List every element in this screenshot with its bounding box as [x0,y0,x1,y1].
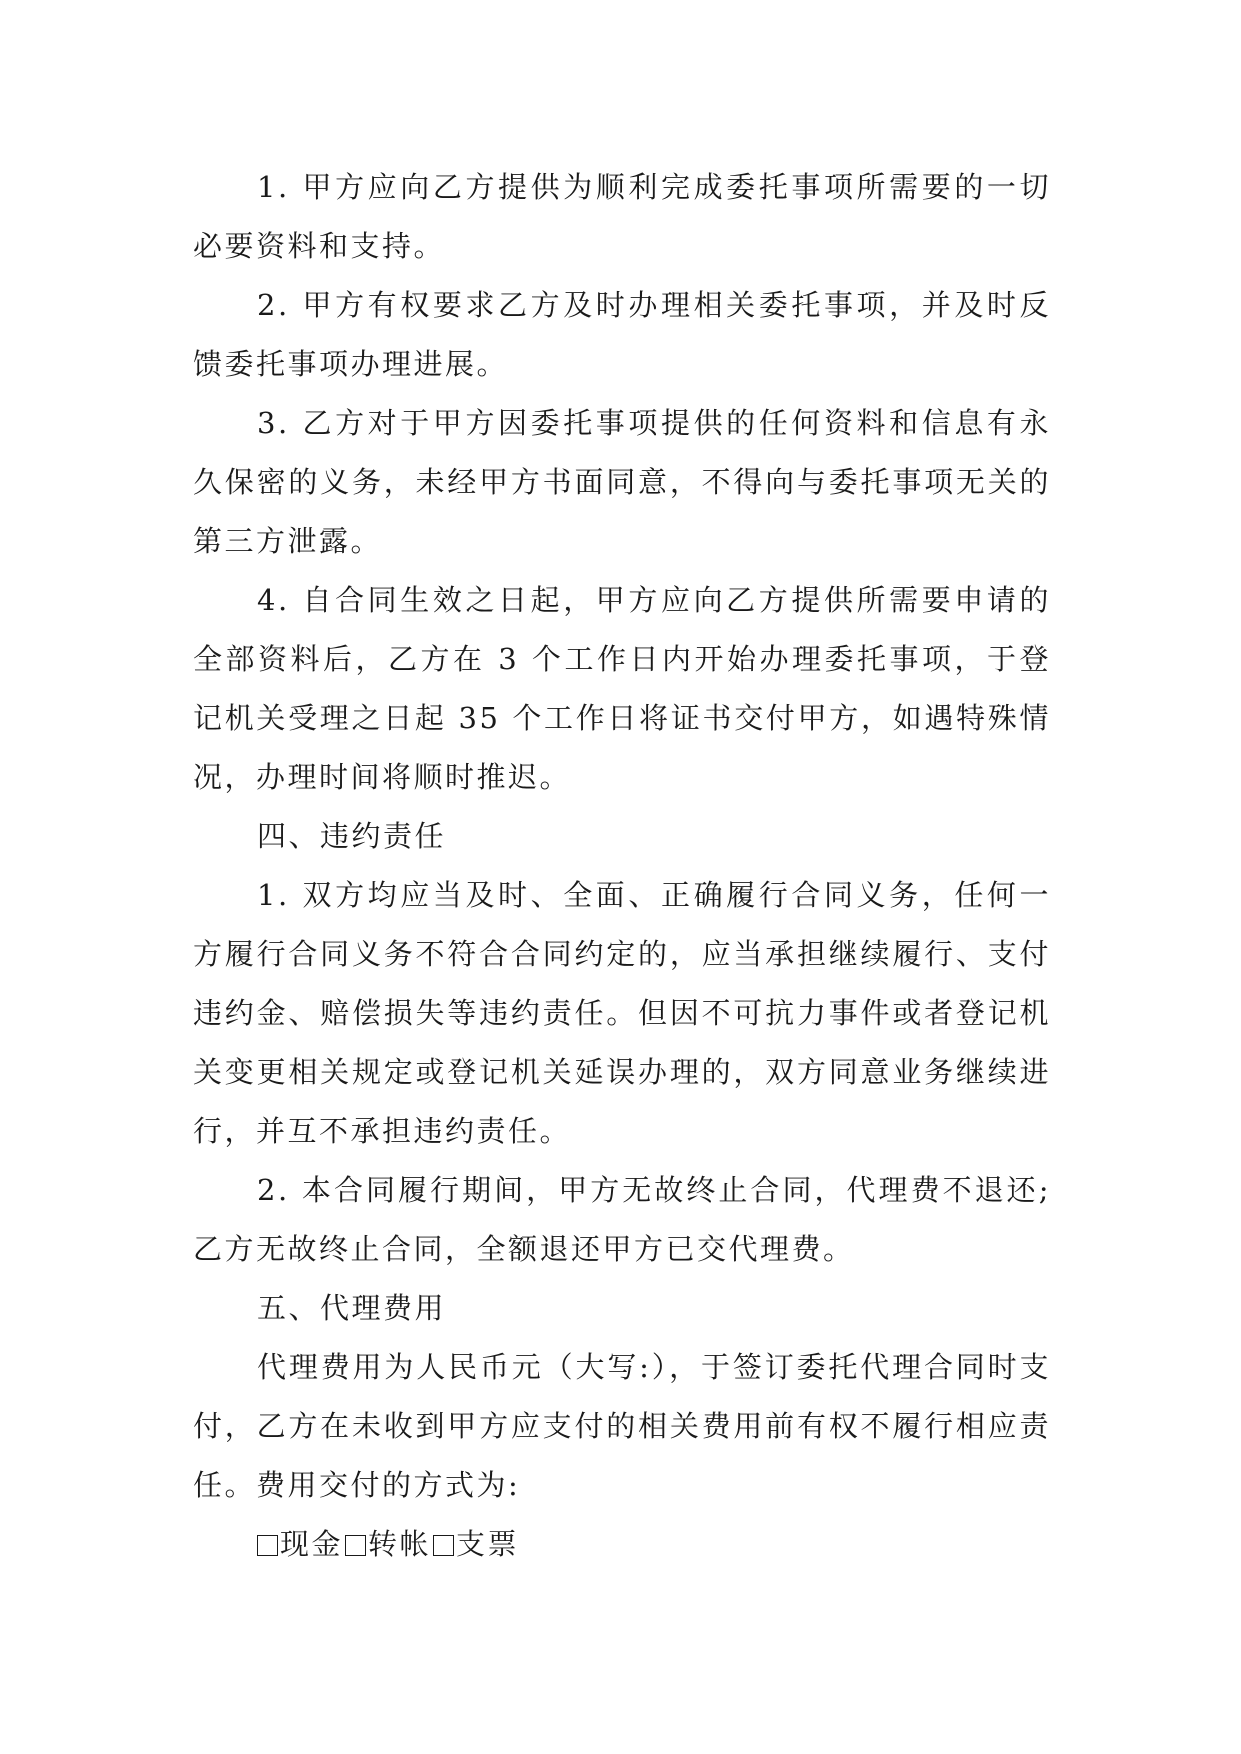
liability-item-1: 1. 双方均应当及时、全面、正确履行合同义务，任何一方履行合同义务不符合合同约定的，应当承担继续履行、支付违约金、赔偿损失等违约责任。但因不可抗力事件或者登记机关变更相关规定或登记机关延误办理的，双方同意业务继续进行，并互不承担违约责任。 [193,878,1051,1148]
obligation-item-1: 1. 甲方应向乙方提供为顺利完成委托事项所需要的一切必要资料和支持。 [193,170,1051,263]
payment-option-transfer: 转帐 [368,1527,432,1561]
checkbox-cash-icon[interactable] [257,1535,278,1556]
obligation-item-4: 4. 自合同生效之日起，甲方应向乙方提供所需要申请的全部资料后，乙方在 3 个工作日内开始办理委托事项，于登记机关受理之日起 35 个工作日将证书交付甲方，如遇特殊情况，办理时间将顺时推迟。 [193,583,1051,794]
checkbox-check-icon[interactable] [433,1535,454,1556]
liability-item-2: 2. 本合同履行期间，甲方无故终止合同，代理费不退还;乙方无故终止合同，全额退还甲方已交代理费。 [193,1173,1051,1266]
obligation-item-3: 3. 乙方对于甲方因委托事项提供的任何资料和信息有永久保密的义务，未经甲方书面同意，不得向与委托事项无关的第三方泄露。 [193,406,1051,558]
section-heading-fees: 五、代理费用 [257,1291,447,1325]
section-heading-liability: 四、违约责任 [257,819,447,853]
obligation-item-2: 2. 甲方有权要求乙方及时办理相关委托事项，并及时反馈委托事项办理进展。 [193,288,1051,381]
payment-option-check: 支票 [456,1527,520,1561]
contract-text [193,158,1051,1574]
fees-paragraph: 代理费用为人民币元（大写:），于签订委托代理合同时支付，乙方在未收到甲方应支付的相关费用前有权不履行相应责任。费用交付的方式为: [193,1350,1051,1502]
payment-options [193,1515,1051,1574]
payment-option-cash: 现金 [280,1527,344,1561]
checkbox-transfer-icon[interactable] [345,1535,366,1556]
